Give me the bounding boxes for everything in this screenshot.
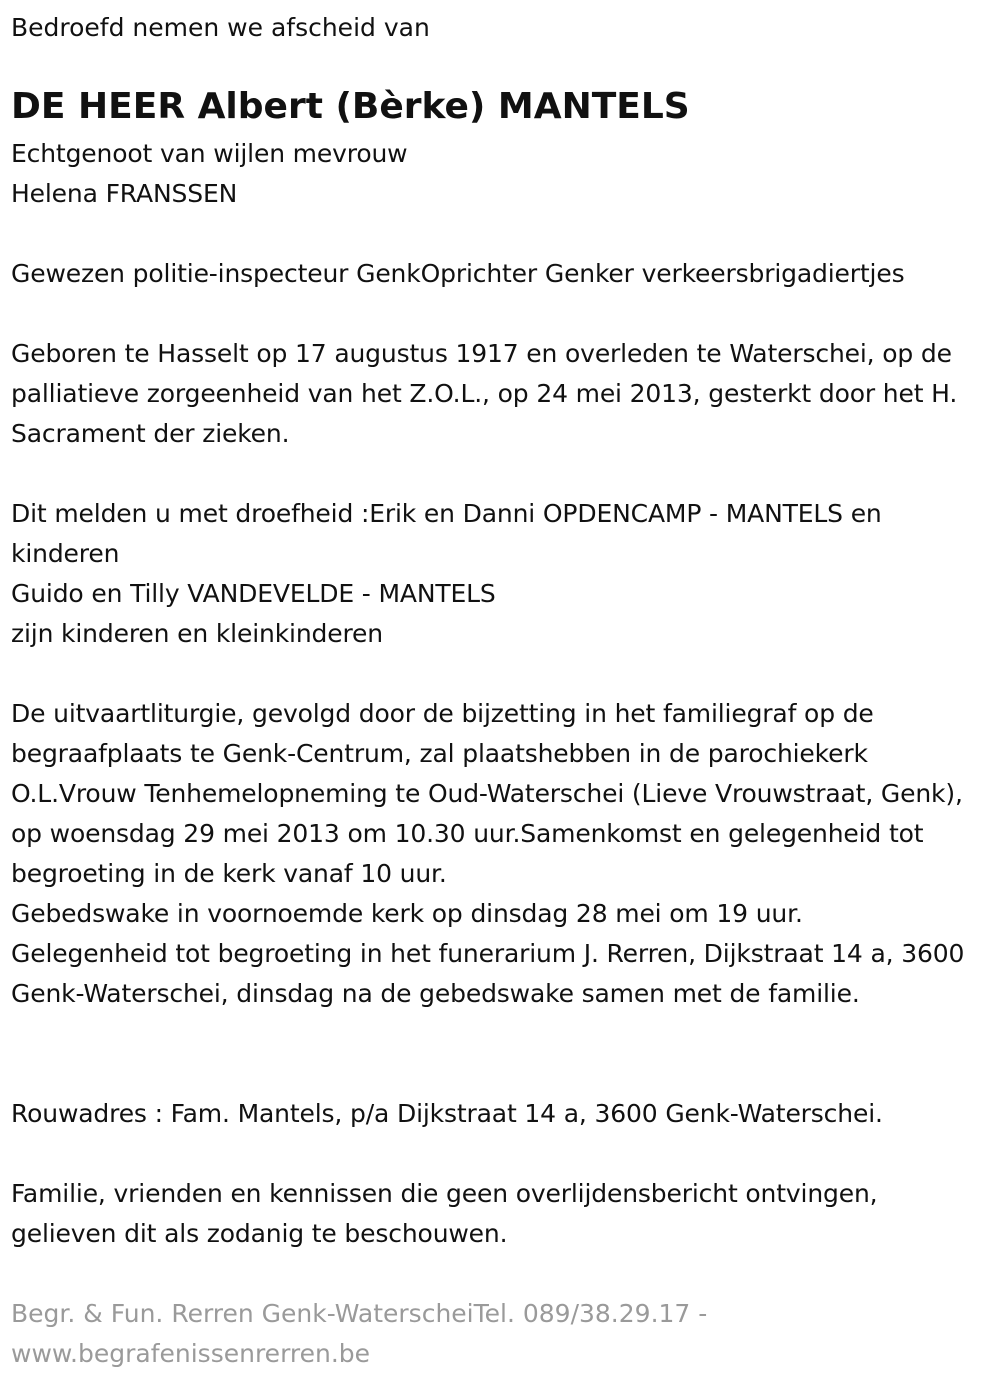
mourning-address: Rouwadres : Fam. Mantels, p/a Dijkstraat 14 a, 3600 Genk-Waterschei. bbox=[11, 1099, 883, 1128]
vigil-text: Gebedswake in voornoemde kerk op dinsdag 28 mei om 19 uur. bbox=[11, 899, 803, 928]
funeral-service-text: De uitvaartliturgie, gevolgd door de bijzetting in het familiegraf op de begraafplaats te Genk-Centrum, zal plaatshebben in de parochiekerk O.L.Vrouw Tenhemelopneming te Oud-Waterschei (Lieve Vrouwstraat, Genk), op woensdag 29 mei 2013 om 10.30 uur.Samenkomst en gelegenheid tot begroeting in de kerk vanaf 10 uur. bbox=[11, 699, 963, 888]
funeral-home-footer: Begr. & Fun. Rerren Genk-WaterscheiTel. 089/38.29.17 - www.begrafenissenrerren.be bbox=[11, 1299, 708, 1368]
funeral-section bbox=[11, 694, 986, 1014]
spouse-section bbox=[11, 134, 986, 214]
visitation-text: Gelegenheid tot begroeting in het funerarium J. Rerren, Dijkstraat 14 a, 3600 Genk-Waterschei, dinsdag na de gebedswake samen met de familie. bbox=[11, 939, 965, 1008]
announcers-line-2: Guido en Tilly VANDEVELDE - MANTELS bbox=[11, 579, 496, 608]
spouse-name: Helena FRANSSEN bbox=[11, 179, 238, 208]
spouse-line: Echtgenoot van wijlen mevrouw bbox=[11, 139, 408, 168]
birth-death-text: Geboren te Hasselt op 17 augustus 1917 en overleden te Waterschei, op de palliatieve zorgeenheid van het Z.O.L., op 24 mei 2013, gesterkt door het H. Sacrament der zieken. bbox=[11, 339, 958, 448]
notice-text: Familie, vrienden en kennissen die geen overlijdensbericht ontvingen, gelieven dit als zodanig te beschouwen. bbox=[11, 1179, 878, 1248]
intro-text: Bedroefd nemen we afscheid van bbox=[11, 13, 430, 42]
announcers-line-3: zijn kinderen en kleinkinderen bbox=[11, 619, 383, 648]
deceased-name: DE HEER Albert (Bèrke) MANTELS bbox=[11, 86, 690, 127]
announcers-line-1: Dit melden u met droefheid :Erik en Danni OPDENCAMP - MANTELS en kinderen bbox=[11, 499, 882, 568]
occupation-text: Gewezen politie-inspecteur GenkOprichter Genker verkeersbrigadiertjes bbox=[11, 259, 905, 288]
announcers-section bbox=[11, 494, 986, 654]
